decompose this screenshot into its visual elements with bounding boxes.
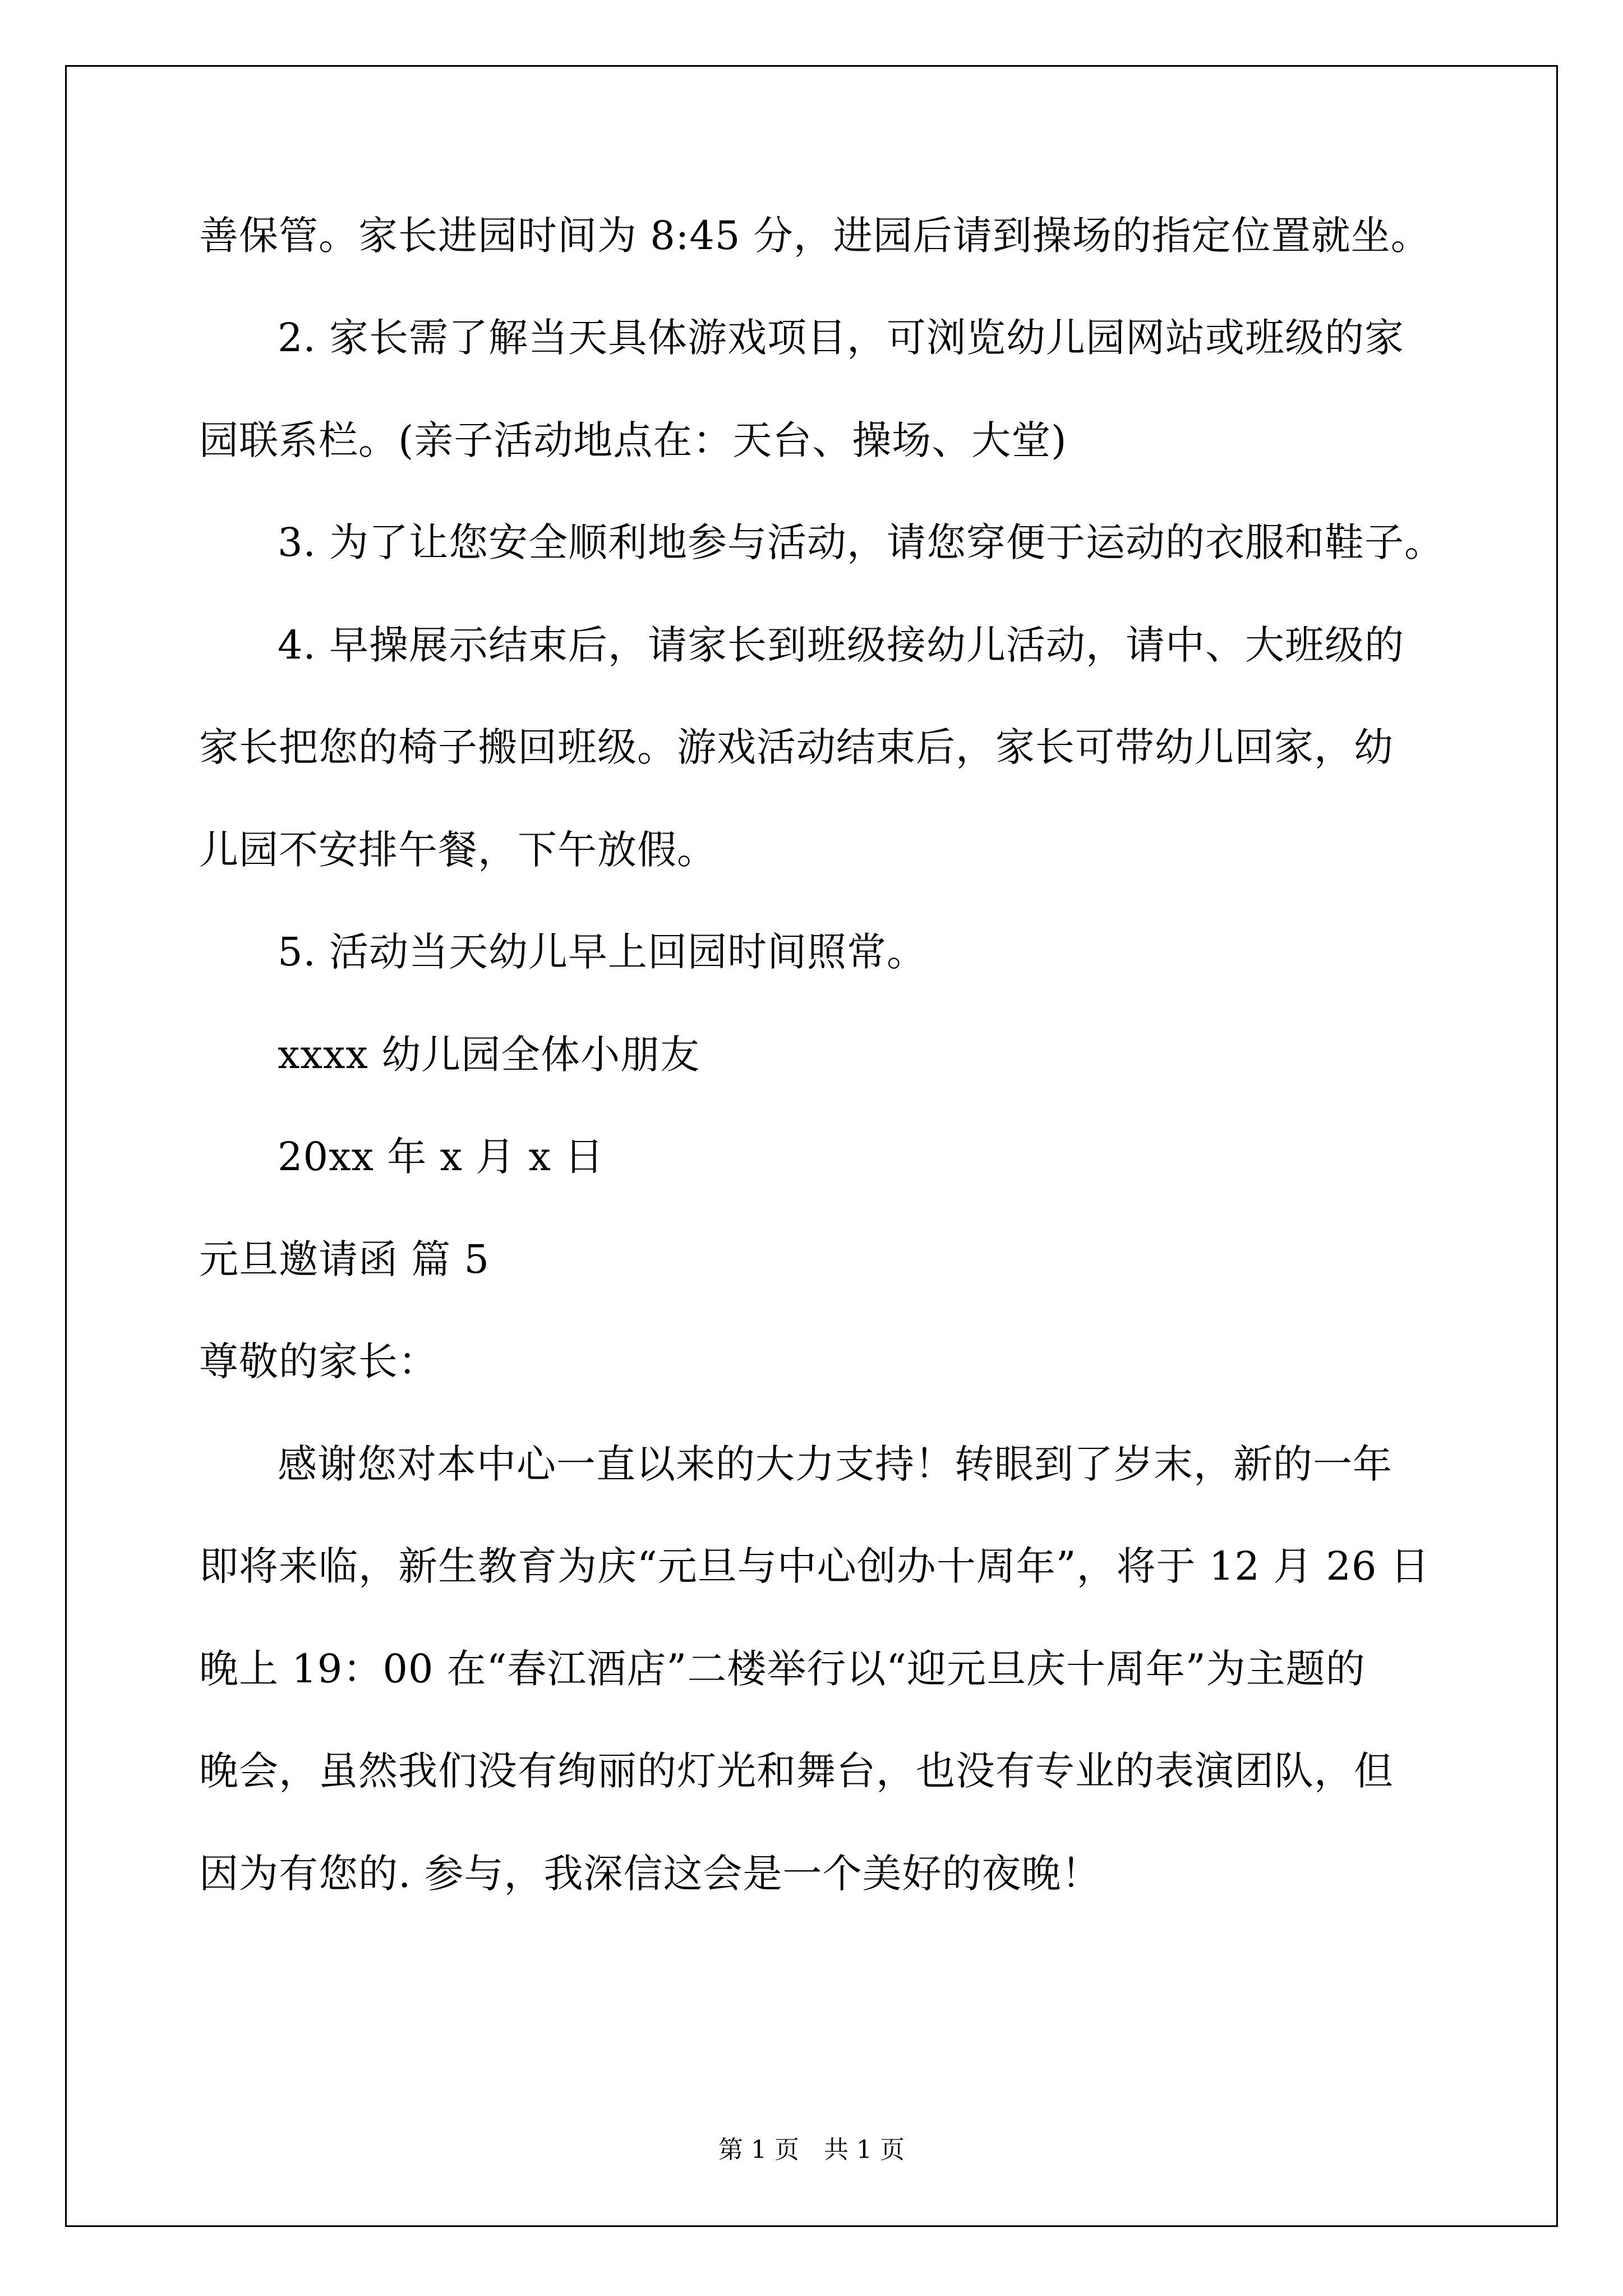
text-line-2: 2. 家长需了解当天具体游戏项目，可浏览幼儿园网站或班级的家 <box>278 315 1405 361</box>
text-line-1: 善保管。家长进园时间为 8:45 分，进园后请到操场的指定位置就坐。 <box>199 213 1431 259</box>
text-line-5: 4. 早操展示结束后，请家长到班级接幼儿活动，请中、大班级的 <box>278 622 1405 668</box>
text-line-7: 儿园不安排午餐，下午放假。 <box>199 827 717 873</box>
text-line-15: 晚上 19：00 在“春江酒店”二楼举行以“迎元旦庆十周年”为主题的 <box>199 1646 1366 1692</box>
signature-sender: xxxx 幼儿园全体小朋友 <box>278 1032 700 1078</box>
section-title: 元旦邀请函 篇 5 <box>199 1236 490 1282</box>
text-line-16: 晚会，虽然我们没有绚丽的灯光和舞台，也没有专业的表演团队，但 <box>199 1748 1394 1794</box>
salutation: 尊敬的家长： <box>199 1338 438 1384</box>
text-line-3: 园联系栏。(亲子活动地点在：天台、操场、大堂) <box>199 417 1067 463</box>
text-line-14: 即将来临，新生教育为庆“元旦与中心创办十周年”，将于 12 月 26 日 <box>199 1543 1430 1589</box>
text-line-8: 5. 活动当天幼儿早上回园时间照常。 <box>278 929 927 975</box>
text-line-13: 感谢您对本中心一直以来的大力支持！转眼到了岁末，新的一年 <box>278 1441 1393 1487</box>
text-line-6: 家长把您的椅子搬回班级。游戏活动结束后，家长可带幼儿回家，幼 <box>199 724 1394 770</box>
text-line-4: 3. 为了让您安全顺利地参与活动，请您穿便于运动的衣服和鞋子。 <box>278 519 1445 565</box>
page-footer: 第 1 页 共 1 页 <box>718 2136 905 2164</box>
text-line-17: 因为有您的. 参与，我深信这会是一个美好的夜晚！ <box>199 1851 1101 1897</box>
signature-date: 20xx 年 x 月 x 日 <box>278 1134 605 1180</box>
